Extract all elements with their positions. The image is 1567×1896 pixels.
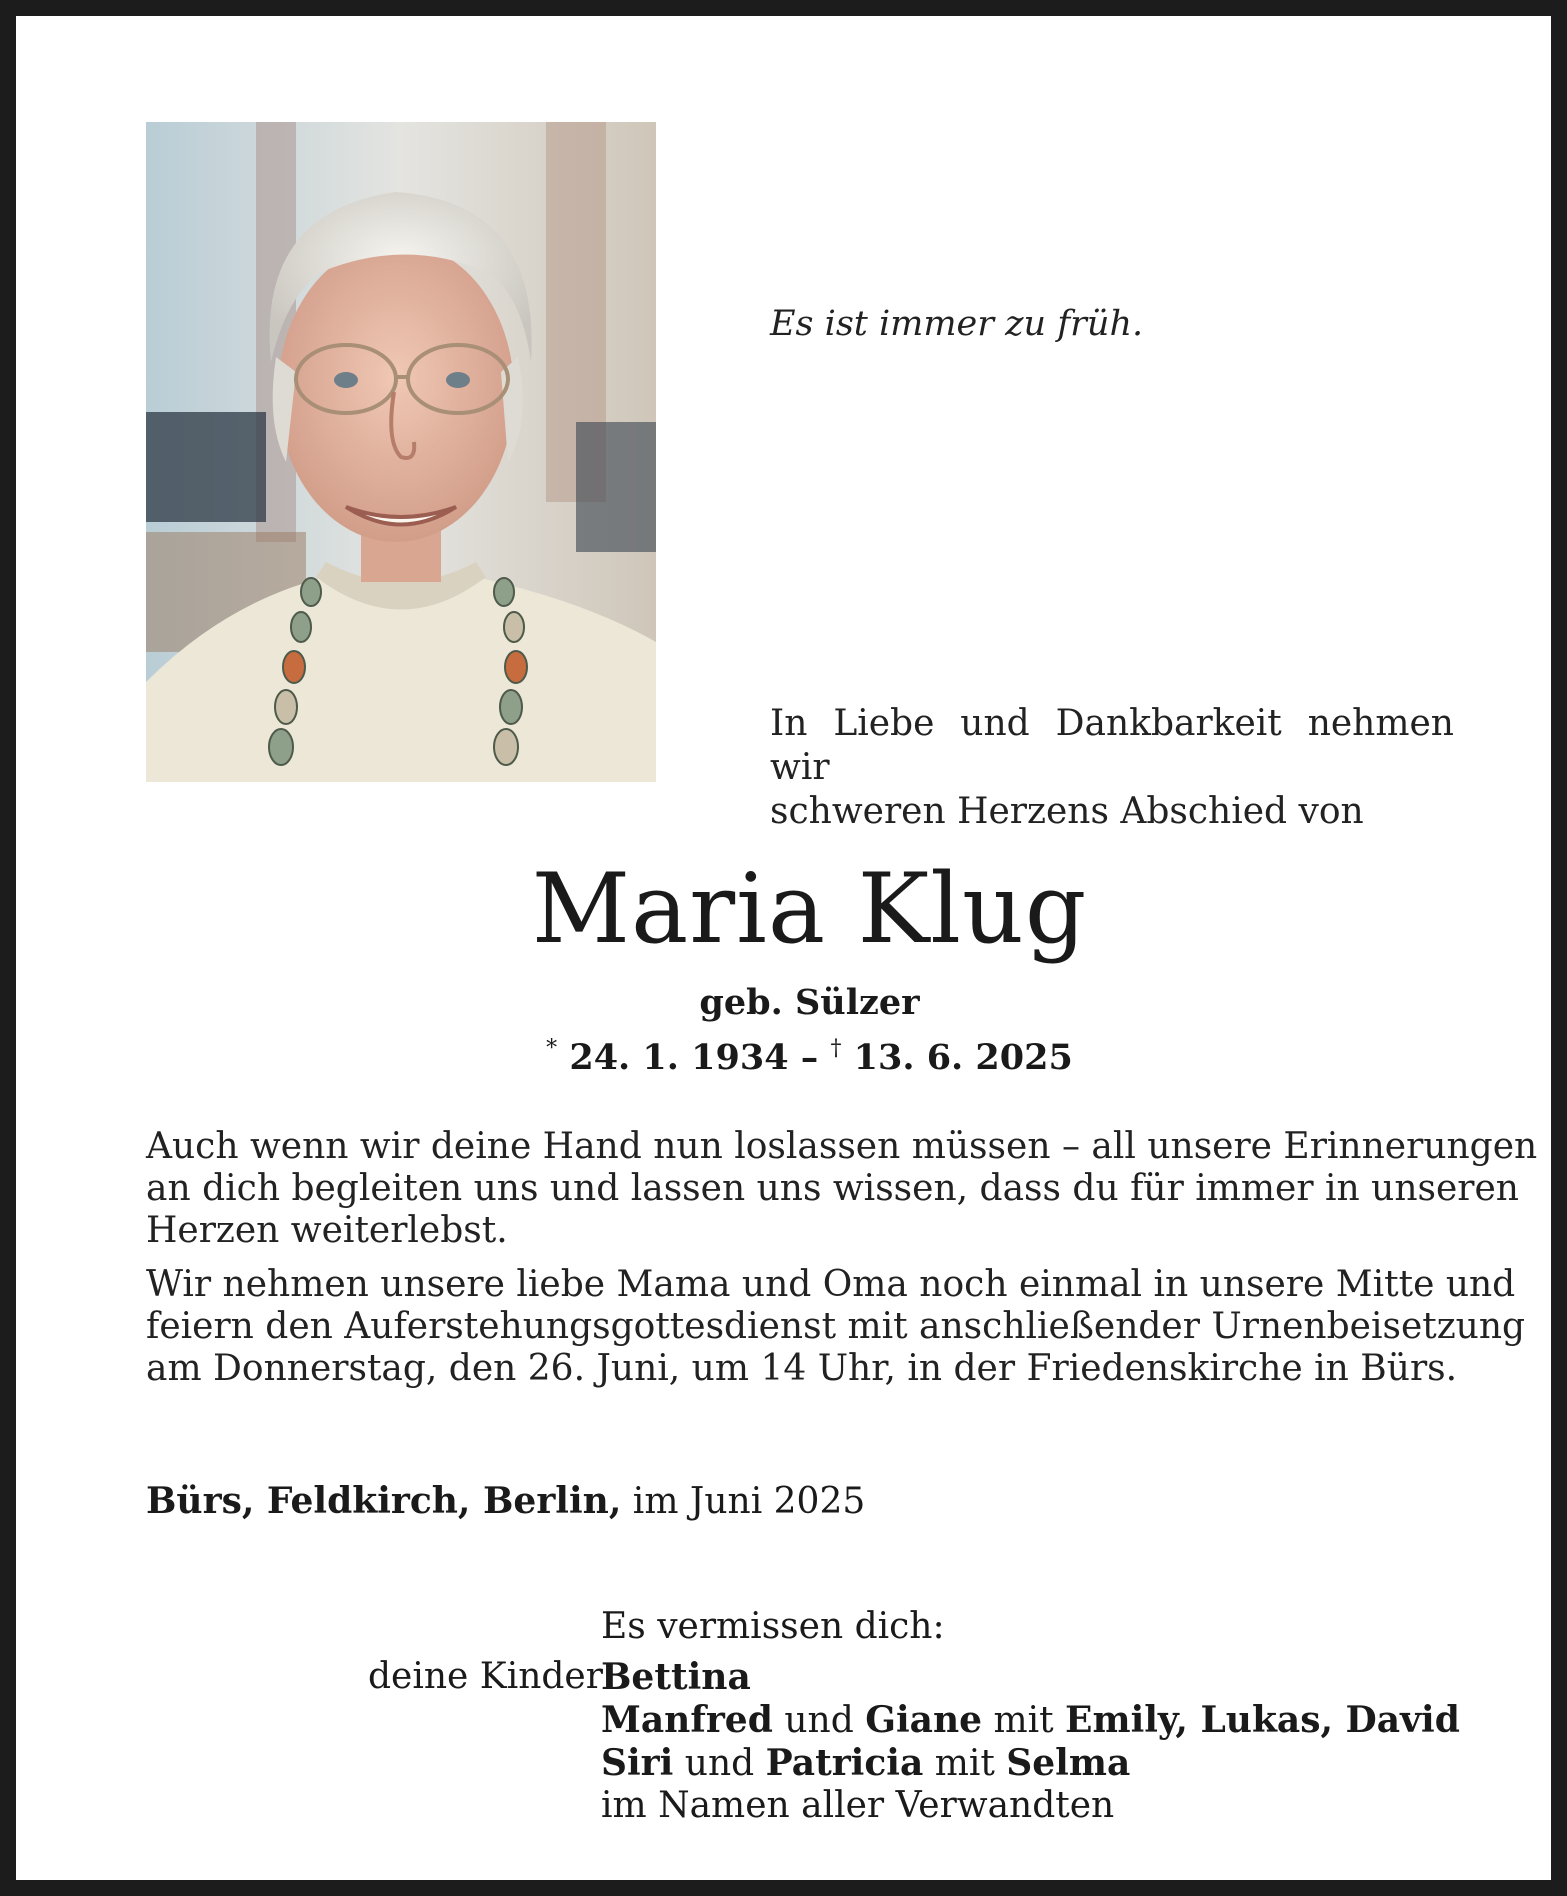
portrait-photo <box>146 122 656 782</box>
children-label: deine Kinder <box>368 1656 615 1697</box>
place-and-date <box>146 1479 865 1524</box>
intro-line: schweren Herzens Abschied von <box>770 791 1364 832</box>
mourner-row: Manfred und Giane mit Emily, Lukas, David <box>601 1699 1460 1741</box>
month-year: im Juni 2025 <box>621 1481 866 1522</box>
death-symbol: † <box>830 1036 842 1061</box>
body-line: Wir nehmen unsere liebe Mama und Oma noch einmal in unsere Mitte und <box>146 1264 1516 1305</box>
mourners-list <box>368 1656 1460 1827</box>
obituary-body <box>146 1126 1538 1390</box>
motto-quote: Es ist immer zu früh. <box>770 304 1144 344</box>
grandchildren-names: Selma <box>1006 1742 1131 1784</box>
maiden-name: geb. Sülzer <box>699 982 920 1023</box>
portrait-illustration <box>146 122 656 782</box>
life-dates <box>16 1028 1567 1079</box>
mourner-row <box>368 1785 1460 1827</box>
mourner-name: Siri <box>601 1742 674 1784</box>
mourners-heading: Es vermissen dich: <box>601 1606 945 1647</box>
mourner-row <box>368 1656 1460 1699</box>
mourner-name: Giane <box>865 1699 983 1741</box>
date-separator: – <box>788 1037 831 1078</box>
intro-line: In Liebe und Dankbarkeit nehmen wir <box>770 703 1454 788</box>
body-line: feiern den Auferstehungsgottesdienst mit anschließender Urnenbeisetzung <box>146 1306 1526 1347</box>
closing-line: im Namen aller Verwandten <box>601 1785 1115 1826</box>
death-date: 13. 6. 2025 <box>853 1037 1073 1078</box>
birth-date: 24. 1. 1934 <box>569 1037 789 1078</box>
grandchildren-names: Emily, Lukas, David <box>1065 1699 1460 1741</box>
body-line: Auch wenn wir deine Hand nun loslassen müssen – all unsere Erinnerungen <box>146 1126 1538 1167</box>
body-line: an dich begleiten uns und lassen uns wissen, dass du für immer in unseren <box>146 1168 1519 1209</box>
intro-text <box>770 702 1454 834</box>
mourner-name: Bettina <box>601 1656 751 1698</box>
body-line: am Donnerstag, den 26. Juni, um 14 Uhr, in der Friedenskirche in Bürs. <box>146 1348 1458 1389</box>
mourner-name: Patricia <box>765 1742 924 1784</box>
mourner-name: Manfred <box>601 1699 773 1741</box>
paragraph-gap <box>146 1252 1454 1264</box>
deceased-name: Maria Klug <box>531 853 1088 965</box>
body-line: Herzen weiterlebst. <box>146 1210 508 1251</box>
birth-symbol: * <box>546 1036 558 1061</box>
mourner-row: Siri und Patricia mit Selma <box>601 1742 1131 1784</box>
places: Bürs, Feldkirch, Berlin, <box>146 1480 622 1522</box>
